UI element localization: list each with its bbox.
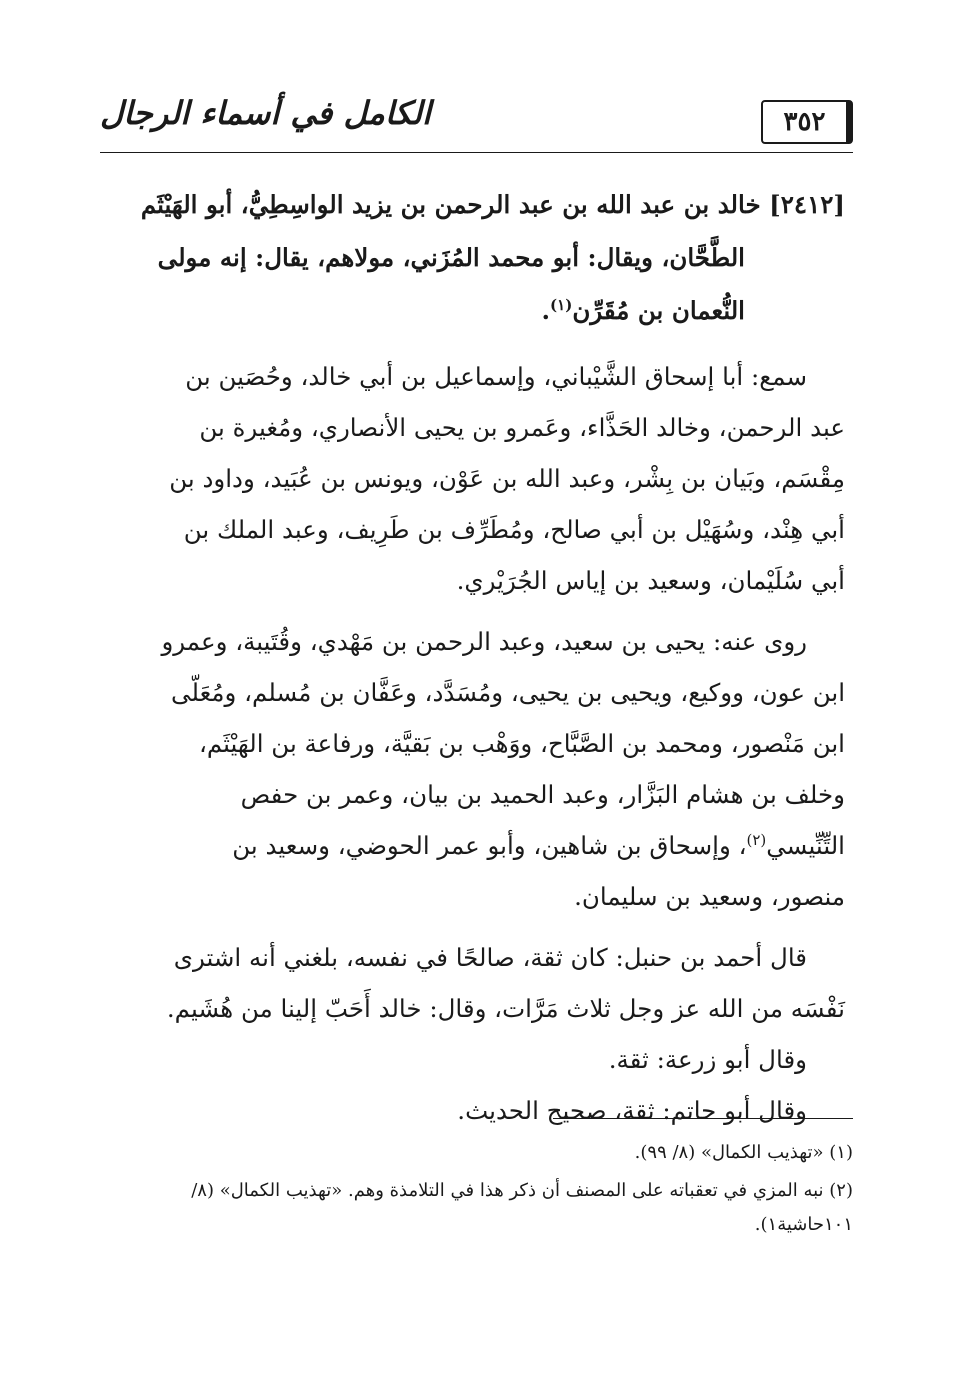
header-rule	[100, 152, 853, 153]
students-paragraph	[100, 616, 845, 922]
footnote-line: (٢) نبه المزي في تعقباته على المصنف أن ذكر هذا في التلامذة وهم. «تهذيب الكمال» (٨/	[191, 1180, 853, 1201]
footnote-line: (١) «تهذيب الكمال» (٨/ ٩٩).	[634, 1142, 853, 1163]
heading-end: .	[541, 296, 551, 325]
paragraph-line: نَفْسَه من الله عز وجل ثلاث مَرَّات، وقال: خالد أَحَبّ إلينا من هُشَيم.	[166, 994, 845, 1023]
paragraph-line	[100, 820, 845, 871]
heading-line: [٢٤١٢] خالد بن عبد الله بن عبد الرحمن بن يزيد الواسِطِيُّ، أبو الهَيْثَم	[140, 190, 845, 219]
entry-heading	[100, 178, 845, 337]
heading-line: الطَّحَّان، ويقال: أبو محمد المُزَني، مولاهم، يقال: إنه مولى	[157, 243, 745, 272]
paragraph-line: ابن عون، ووكيع، ويحيى بن يحيى، ومُسَدَّد، وعَفَّان بن مُسلم، ومُعَلّى	[171, 678, 845, 707]
paragraph-line: وقال أبو حاتم: ثقة، صحيح الحديث.	[457, 1096, 807, 1125]
paragraph-line: عبد الرحمن، وخالد الحَذَّاء، وعَمرو بن يحيى الأنصاري، ومُغيرة بن	[199, 413, 845, 442]
paragraph-line: وخلف بن هشام البَزَّار، وعبد الحميد بن بيان، وعمر بن حفص	[240, 780, 845, 809]
paragraph-line: مِقْسَم، وبَيان بن بِشْر، وعبد الله بن عَوْن، ويونس بن عُبَيد، وداود بن	[169, 464, 845, 493]
line-rest: ، وإسحاق بن شاهين، وأبو عمر الحوضي، وسعيد بن	[232, 831, 747, 860]
running-header	[100, 84, 853, 156]
paragraph-line: سمع: أبا إسحاق الشَّيْباني، وإسماعيل بن أبي خالد، وحُصَين بن	[185, 362, 807, 391]
abu-zura-paragraph	[100, 1034, 845, 1085]
page-number: ٣٥٢	[761, 100, 853, 144]
paragraph-line: أبي سُلَيْمان، وسعيد بن إياس الجُرَيْري.	[456, 566, 845, 595]
paragraph-line: ابن مَنْصور، ومحمد بن الصَّبَّاح، ووَهْب بن بَقيَّة، ورفاعة بن الهَيْثَم،	[198, 729, 845, 758]
ahmad-paragraph	[100, 932, 845, 1034]
heading-line	[100, 284, 845, 337]
paragraph-line: أبي هِنْد، وسُهَيْل بن أبي صالح، ومُطَرِّف بن طَرِيف، وعبد الملك بن	[183, 515, 845, 544]
footnote-ref[interactable]: (٢)	[746, 830, 767, 849]
main-text	[100, 178, 845, 1136]
book-title: الكامل في أسماء الرجال	[100, 94, 431, 132]
paragraph-line: قال أحمد بن حنبل: كان ثقة، صالحًا في نفسه، بلغني أنه اشترى	[173, 943, 807, 972]
paragraph-line: منصور، وسعيد بن سليمان.	[574, 882, 845, 911]
footnote-line: ١٠١حاشية١).	[754, 1214, 853, 1235]
paragraph-line: روى عنه: يحيى بن سعيد، وعبد الرحمن بن مَهْدي، وقُتَيبة، وعمرو	[161, 627, 807, 656]
footnote-1	[108, 1136, 853, 1170]
footnotes	[108, 1136, 853, 1246]
teachers-paragraph	[100, 351, 845, 606]
book-page	[100, 0, 853, 1383]
abu-hatim-paragraph	[100, 1085, 845, 1136]
footnote-2	[108, 1174, 853, 1242]
heading-line-text: النُّعمان بن مُقَرِّن	[572, 296, 745, 325]
paragraph-line: وقال أبو زرعة: ثقة.	[608, 1045, 807, 1074]
footnote-rule	[553, 1118, 853, 1119]
line-with-note: التِّنِّيسي	[766, 831, 845, 860]
footnote-ref[interactable]: (١)	[550, 295, 573, 314]
